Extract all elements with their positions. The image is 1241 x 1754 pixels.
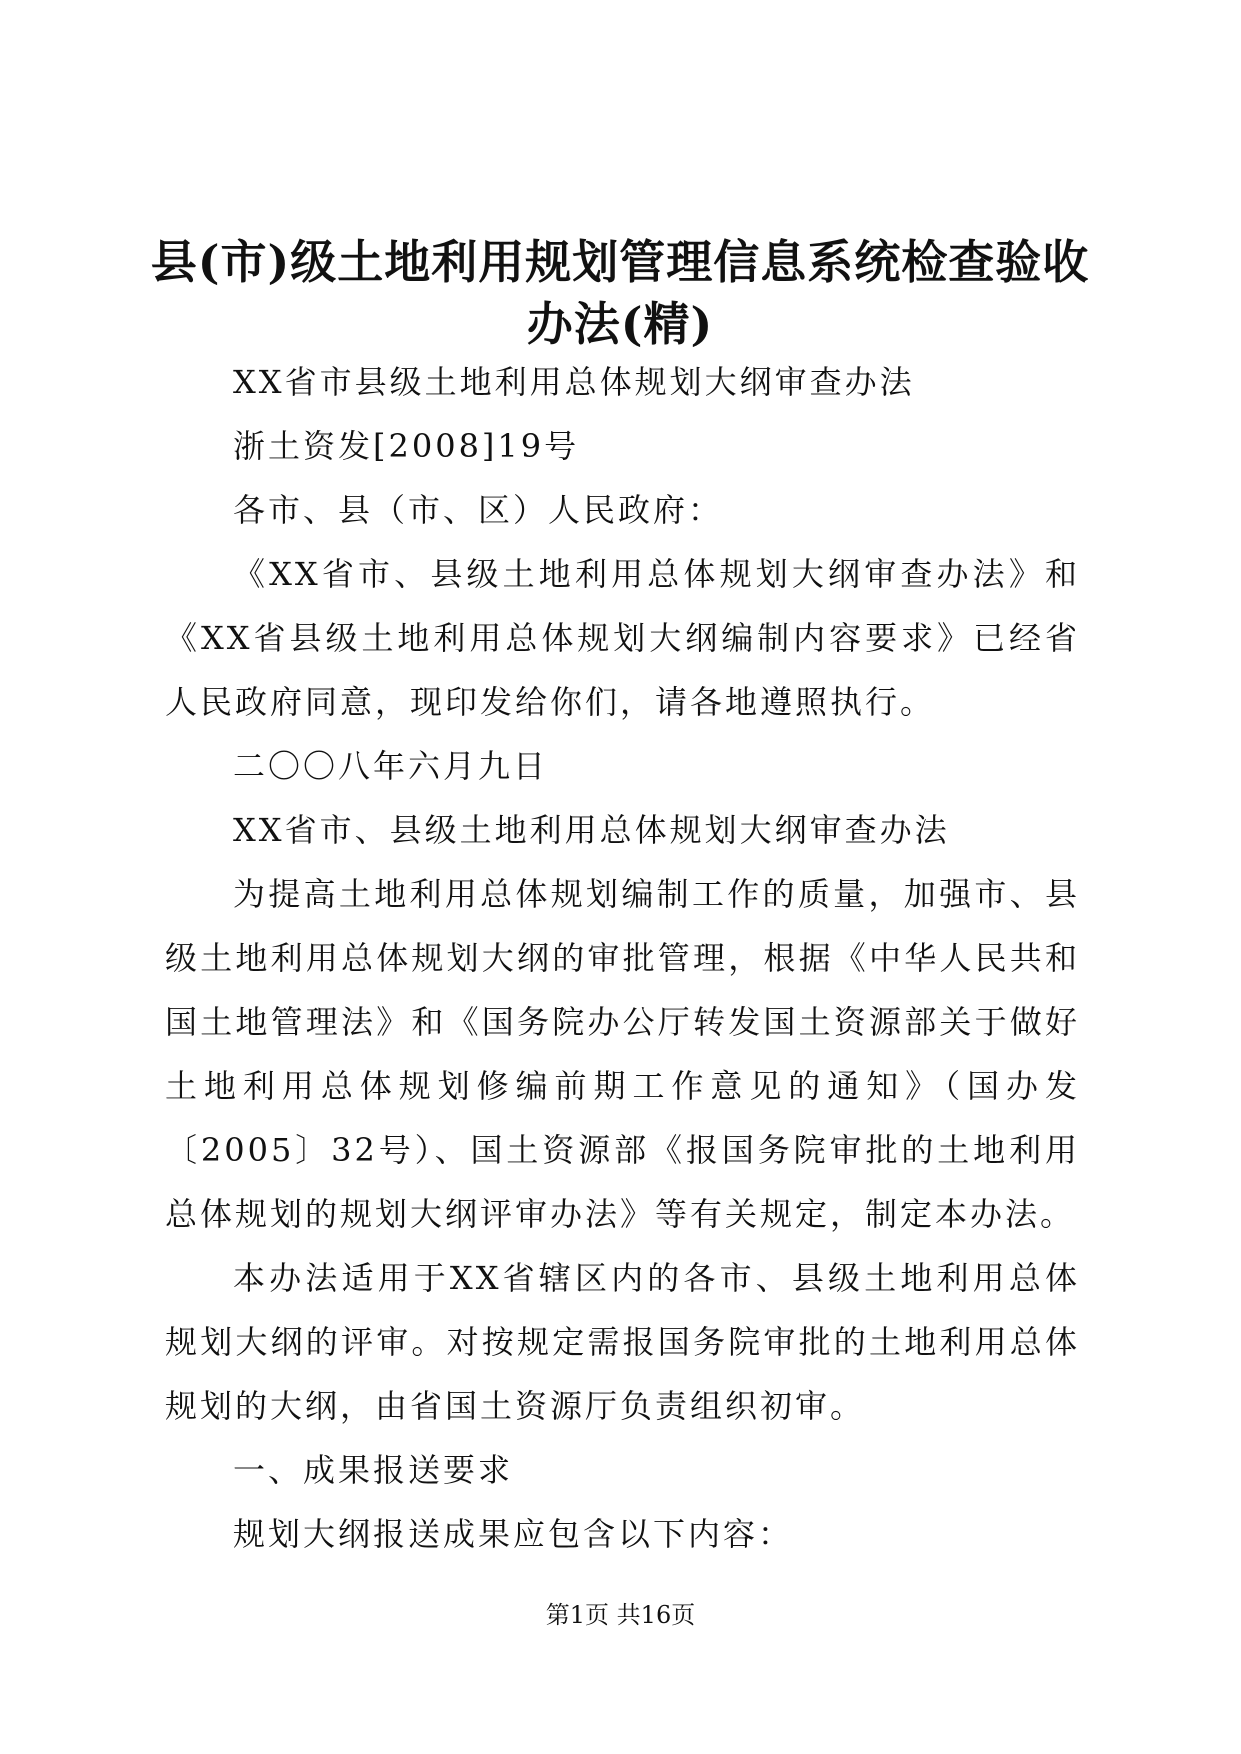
- paragraph-heading-1: 一、成果报送要求: [233, 1451, 514, 1489]
- paragraph-scope: 本办法适用于XX省辖区内的各市、县级土地利用总体规划大纲的评审。对按规定需报国务院审批的土地利用总体规划的大纲，由省国土资源厅负责组织初审。: [165, 1259, 1080, 1425]
- paragraph-notice: 《XX省市、县级土地利用总体规划大纲审查办法》和《XX省县级土地利用总体规划大纲编制内容要求》已经省人民政府同意，现印发给你们，请各地遵照执行。: [165, 555, 1080, 721]
- document-title: 县(市)级土地利用规划管理信息系统检查验收办法(精): [150, 234, 1090, 351]
- paragraph-contents: 规划大纲报送成果应包含以下内容：: [233, 1515, 794, 1553]
- paragraph-addressee: 各市、县（市、区）人民政府：: [233, 491, 724, 529]
- page-footer: 第1页 共16页: [545, 1601, 696, 1629]
- paragraph-subtitle: XX省市县级土地利用总体规划大纲审查办法: [233, 363, 915, 401]
- paragraph-date: 二〇〇八年六月九日: [233, 747, 549, 785]
- document-body: [165, 350, 1080, 1566]
- paragraph-section-title: XX省市、县级土地利用总体规划大纲审查办法: [233, 811, 950, 849]
- paragraph-doc-number: 浙土资发[2008]19号: [233, 427, 580, 465]
- paragraph-purpose: 为提高土地利用总体规划编制工作的质量，加强市、县级土地利用总体规划大纲的审批管理，根据《中华人民共和国土地管理法》和《国务院办公厅转发国土资源部关于做好土地利用总体规划修编前期工作意见的通知》（国办发〔2005〕32号）、国土资源部《报国务院审批的土地利用总体规划的规划大纲评审办法》等有关规定，制定本办法。: [165, 875, 1080, 1233]
